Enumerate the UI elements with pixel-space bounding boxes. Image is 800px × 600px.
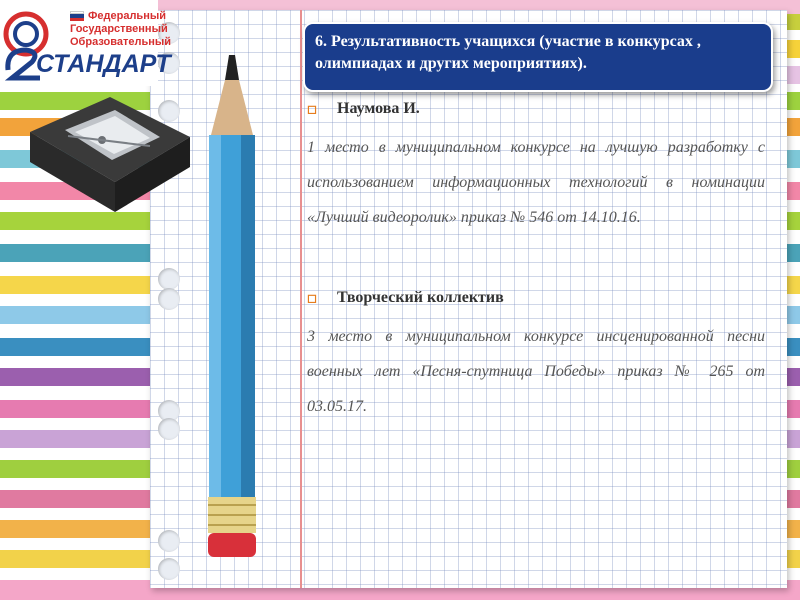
margin-line (300, 10, 302, 588)
logo-line-2: Государственный (70, 23, 168, 35)
pencil-sharpener-icon (20, 92, 195, 222)
logo-line-1: Федеральный (88, 10, 166, 22)
fgos-logo (0, 0, 172, 86)
logo-wordmark: СТАНДАРТ (36, 50, 171, 78)
slide-title: 6. Результативность учащихся (участие в конкурсах , олимпиадах и других мероприятиях). (303, 22, 773, 92)
bullet-square-icon: ◻ (307, 291, 317, 305)
content-area (307, 98, 765, 424)
russia-flag-icon (70, 11, 84, 21)
section-heading: Творческий коллектив (337, 289, 504, 306)
pencil-icon (205, 55, 260, 565)
section-text: 1 место в муниципальном конкурсе на лучшую разработку с использованием информационных технологий в номинации «Лучший видеоролик» приказ № 546 от 14.10.16. (307, 139, 765, 226)
bullet-square-icon: ◻ (307, 102, 317, 116)
section-naumova (307, 98, 765, 235)
section-heading: Наумова И. (337, 100, 420, 117)
logo-line-3: Образовательный (70, 36, 172, 48)
section-text: 3 место в муниципальном конкурсе инсценированной песни военных лет «Песня-спутница Победы» приказ № 265 от 03.05.17. (307, 328, 765, 415)
section-collective (307, 287, 765, 424)
